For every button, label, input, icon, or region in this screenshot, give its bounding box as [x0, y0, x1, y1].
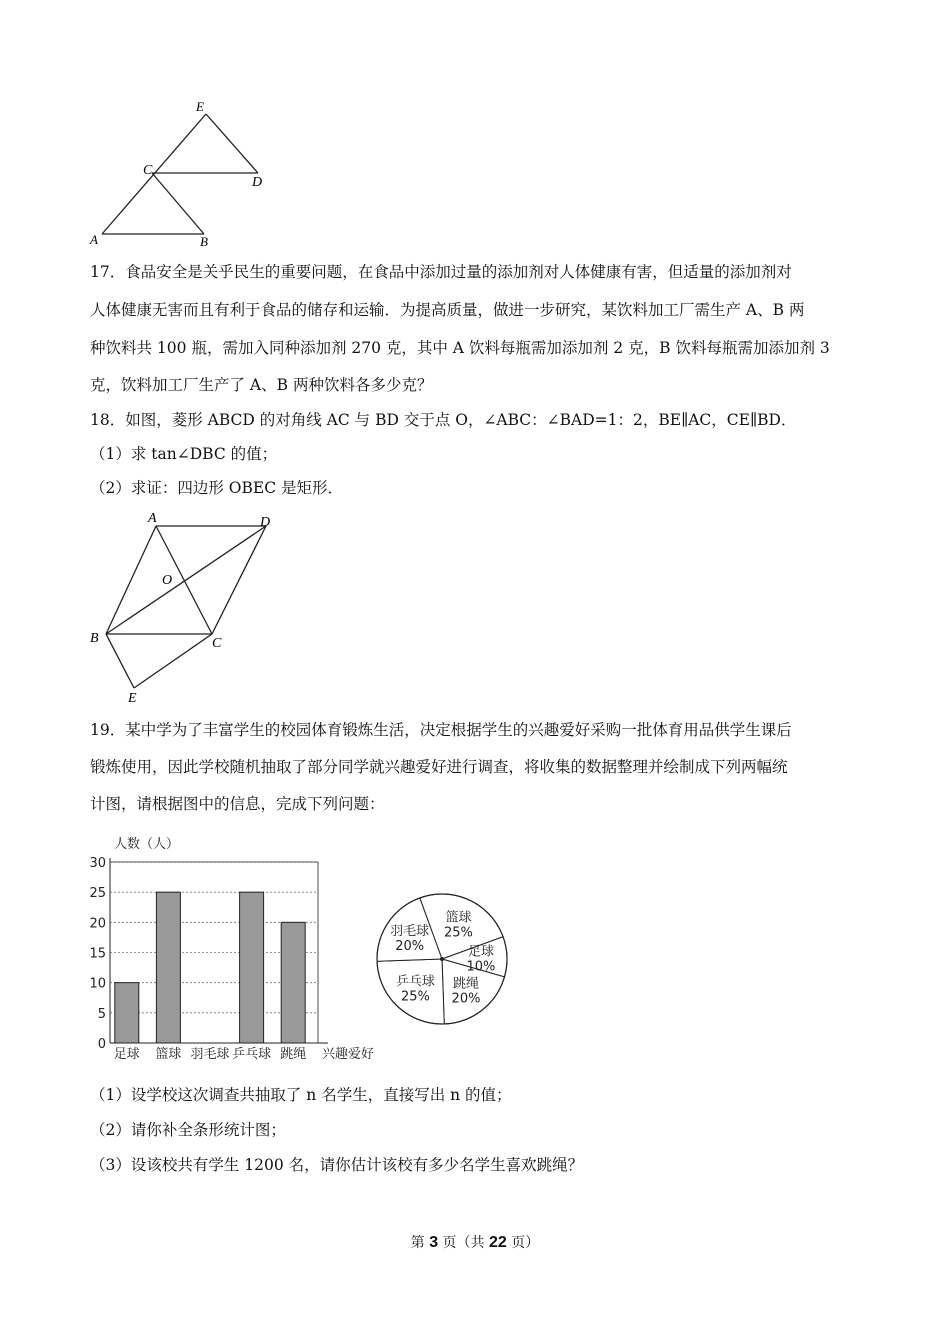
pie-percent: 20% — [451, 991, 481, 1007]
pie-chart — [370, 890, 530, 1030]
pie-label: 羽毛球 — [390, 924, 430, 940]
pie-label: 篮球 — [445, 910, 472, 926]
q19-line-2: 锻炼使用，因此学校随机抽取了部分同学就兴趣爱好进行调查，将收集的数据整理并绘制成下列两幅统 — [90, 758, 788, 776]
bar-足球 — [115, 983, 139, 1043]
q19-sub3: （3）设该校共有学生 1200 名，请你估计该校有多少名学生喜欢跳绳？ — [90, 1156, 584, 1174]
x-tick-label: 羽毛球 — [190, 1047, 230, 1062]
pie-percent: 25% — [444, 925, 473, 941]
bar-乒乓球 — [240, 892, 264, 1043]
q17-line-4: 克，饮料加工厂生产了 A、B 两种饮料各多少克？ — [90, 376, 433, 394]
pie-percent: 10% — [466, 959, 496, 975]
footer-post: 页） — [511, 1235, 540, 1251]
label-E: E — [128, 691, 137, 706]
label-C: C — [212, 636, 222, 651]
pie-label: 足球 — [467, 944, 494, 960]
label-O: O — [162, 573, 173, 588]
y-axis-label: 人数（人） — [114, 837, 180, 852]
label-A: A — [148, 511, 157, 526]
y-tick-label: 0 — [97, 1037, 106, 1052]
x-tick-label: 足球 — [113, 1047, 140, 1062]
label-D: D — [260, 515, 271, 530]
x-tick-label: 篮球 — [155, 1047, 182, 1062]
q18-sub2: （2）求证：四边形 OBEC 是矩形． — [90, 479, 343, 497]
bar-跳绳 — [281, 922, 305, 1043]
y-tick-label: 20 — [89, 916, 106, 932]
q19-line-3: 计图，请根据图中的信息，完成下列问题： — [90, 795, 385, 813]
label-D: D — [252, 175, 263, 190]
figure-rhombus — [86, 510, 286, 706]
y-tick-label: 25 — [89, 886, 106, 902]
segment-ED — [206, 114, 258, 173]
y-tick-label: 30 — [89, 856, 106, 871]
segment-CB — [152, 173, 204, 234]
label-E: E — [196, 99, 204, 114]
q17-line-1: 17．食品安全是关乎民生的重要问题，在食品中添加过量的添加剂对人体健康有害，但适量的添加剂对 — [90, 263, 792, 281]
bar-chart — [86, 832, 386, 1062]
segment-DC — [212, 526, 266, 634]
y-tick-label: 15 — [89, 946, 106, 962]
label-B: B — [200, 234, 208, 249]
footer-mid: 页（共 — [442, 1235, 485, 1251]
x-axis-label: 兴趣爱好 — [322, 1047, 375, 1062]
bar-篮球 — [156, 892, 180, 1043]
y-tick-label: 10 — [89, 976, 106, 992]
diagonal-BD — [106, 526, 266, 634]
pie-label: 跳绳 — [453, 976, 480, 992]
footer-total-pages: 22 — [489, 1234, 507, 1251]
pie-label: 乒乓球 — [395, 974, 435, 990]
page-footer — [0, 1232, 950, 1252]
figure-triangles — [86, 98, 286, 250]
q18-sub1: （1）求 tan∠DBC 的值； — [90, 445, 278, 463]
q19-sub1: （1）设学校这次调查共抽取了 n 名学生，直接写出 n 的值； — [90, 1086, 512, 1104]
q19-line-1: 19．某中学为了丰富学生的校园体育锻炼生活，决定根据学生的兴趣爱好采购一批体育用品供学生课后 — [90, 721, 792, 739]
pie-percent: 20% — [395, 939, 425, 955]
pie-center — [440, 957, 444, 961]
y-tick-label: 5 — [97, 1006, 106, 1022]
pie-percent: 25% — [400, 989, 430, 1005]
footer-pre: 第 — [410, 1235, 425, 1251]
footer-page-number: 3 — [429, 1234, 439, 1251]
q17-line-2: 人体健康无害而且有利于食品的储存和运输．为提高质量，做进一步研究，某饮料加工厂需生产 A、B 两 — [90, 301, 805, 319]
label-A: A — [90, 232, 98, 247]
label-C: C — [143, 163, 153, 178]
x-tick-label: 跳绳 — [280, 1047, 307, 1062]
segment-BE — [106, 634, 134, 688]
q19-sub2: （2）请你补全条形统计图； — [90, 1121, 286, 1139]
segment-EC — [134, 634, 212, 688]
x-tick-label: 乒乓球 — [232, 1047, 272, 1062]
segment-AE — [102, 114, 206, 234]
label-B: B — [90, 631, 99, 646]
q17-line-3: 种饮料共 100 瓶，需加入同种添加剂 270 克，其中 A 饮料每瓶需加添加剂 2 克，B 饮料每瓶需加添加剂 3 — [90, 339, 830, 357]
q18-stem: 18．如图，菱形 ABCD 的对角线 AC 与 BD 交于点 O，∠ABC：∠BAD=1：2，BE∥AC，CE∥BD． — [90, 411, 797, 429]
